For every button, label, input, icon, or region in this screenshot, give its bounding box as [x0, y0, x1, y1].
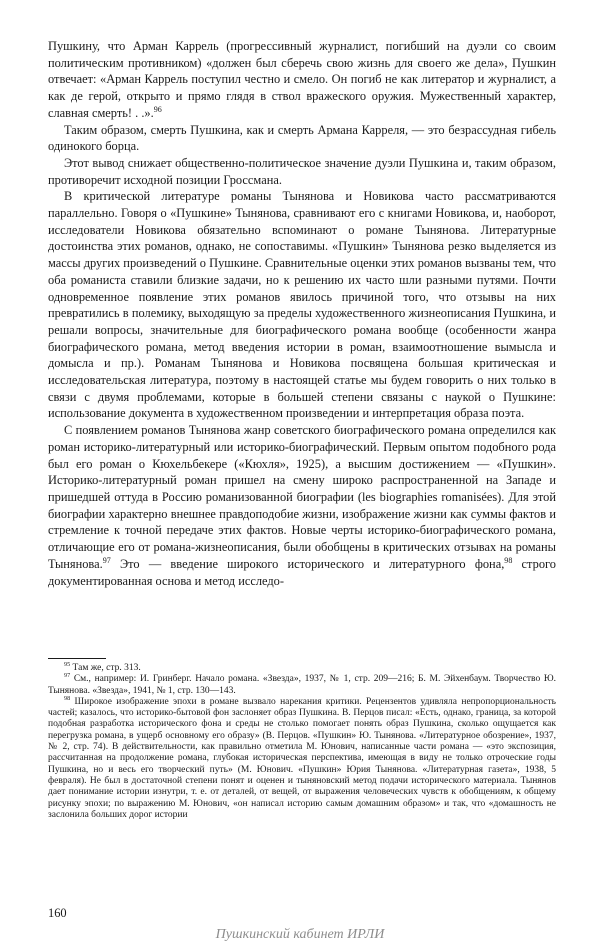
paragraph [48, 422, 556, 589]
text-run: Этот вывод снижает общественно-политическое значение дуэли Пушкина и, таким образом, противоречит исходной позиции Гроссмана. [48, 155, 556, 187]
footnote-ref: 96 [153, 104, 162, 114]
watermark: Пушкинский кабинет ИРЛИ [215, 927, 385, 942]
text-run: Там же, стр. 313. [70, 663, 141, 673]
text-run: В критической литературе романы Тынянова и Новикова часто рассматриваются параллельно. Говоря о «Пушкине» Тынянова, сравнивают его с книгами Новикова, и, наоборот, исследователи Новикова обязательно вспоминают о романе Тынянова. Литературные достоинства этих романов, однако, не сопоставимы. «Пушкин» Тынянова резко выделяется из массы других произведений о Пушкине. Сравнительные оценки этих романов вызваны тем, что оба романиста ставили близкие задачи, но к решению их часто шли разными путями. Почти одновременное появление этих романов явилось причиной того, что отзывы на них превратились в полемику, выходящую за пределы художественного жизнеописания Пушкина, и решали вопросы, значительные для биографического романа вообще (особенности жанра биографического романа, метод введения истории в роман, взаимоотношение вымысла и домысла и пр.). Романам Тынянова и Новикова посвящена большая критическая и исследовательская литература, поэтому в настоящей статье мы будем говорить о них только в связи с двумя проблемами, которые в большей степени связаны с наукой о Пушкине: использование документа в художественном произведении и интерпретация образа поэта. [48, 189, 556, 421]
footnote-rule [48, 658, 106, 659]
text-run: Это — введение широкого исторического и литературного фона, [110, 556, 505, 571]
footnote [48, 697, 556, 821]
paragraph [48, 122, 556, 155]
footnote [48, 663, 556, 674]
page-number: 160 [48, 906, 67, 920]
paragraph [48, 155, 556, 188]
footnote-ref: 97 [102, 555, 111, 565]
text-run: Таким образом, смерть Пушкина, как и смерть Армана Карреля, — это безрассудная гибель одинокого борца. [48, 122, 556, 154]
paragraph [48, 188, 556, 422]
text-run: С появлением романов Тынянова жанр советского биографического романа определился как роман историко-литературный или историко-биографический. Первым опытом подобного рода был его роман о Кюхельбекере («Кюхля», 1925), а высшим достижением — «Пушкин». Историко-литературный роман пришел на смену широко распространенной на Западе и пришедшей оттуда в Россию романизованной биографии (les biographies romanisées). Для этой биографии характерно внешнее правдоподобие жизни, изображение жизни как суммы фактов и стремление к точной передаче этих фактов. Новые черты историко-биографического романа, отличающие его от романа-жизнеописания, были обобщены в критических отзывах на романы Тынянова. [48, 423, 556, 571]
footnote-ref: 98 [64, 695, 71, 702]
text-run: См., например: И. Гринберг. Начало романа. «Звезда», 1937, № 1, стр. 209—216; Б. М. Эйхенбаум. Творчество Ю. Тынянова. «Звезда», 1941, № 1, стр. 130—143. [48, 674, 556, 696]
paragraph [48, 38, 556, 122]
footnote-ref: 95 [64, 661, 71, 668]
text-run: строго документированная основа и метод исследо- [48, 556, 556, 588]
main-text [48, 38, 556, 589]
footnote-ref: 97 [64, 673, 71, 680]
footnotes [48, 663, 556, 821]
text-run: Широкое изображение эпохи в романе вызвало нарекания критики. Рецензентов удивляла непропорциональность частей; казалось, что историко-бытовой фон заслоняет образ Пушкина. В. Перцов писал: «Есть, однако, граница, за которой подобная разработка исторического фона и среды не столько помогает понять образ Пушкина, сколько ощущается как перегрузка романа, в ущерб основному его образу» (В. Перцов. «Пушкин» Ю. Тынянова. «Литературное обозрение», 1937, № 2, стр. 74). В действительности, как правильно отметила М. Юнович, написанные части романа — «это экспозиция, рассчитанная на продолжение романа, глубокая историческая перспектива, имеющая в виду не только отроческие годы Пушкина, но и весь его творческий путь» (М. Юнович. «Пушкин» Юрия Тынянова. «Литературная газета», 1938, 5 февраля). Не был в достаточной степени понят и оценен и тыняновский метод подачи исторического материала. Тынянов дает понимание истории изнутри, т. е. от деталей, от вещей, от выражения человеческих чувств к обобщениям, к общему рисунку эпохи; по выражению М. Юнович, «он написал историю самым домашним образом» и так, что «домашность не заслонила больших дорог истории [48, 696, 556, 820]
footnote-ref: 98 [504, 555, 513, 565]
text-run: Пушкину, что Арман Каррель (прогрессивный журналист, погибший на дуэли со своим политическим противником) «должен был сберечь свою жизнь для своего же дела», Пушкин отвечает: «Арман Каррель поступил честно и смело. Он погиб не как литератор и журналист, а как де герой, открыто и прямо глядя в ствол вражеского оружия. Мужественный характер, славная смерть! . .». [48, 39, 556, 120]
footnote [48, 674, 556, 697]
